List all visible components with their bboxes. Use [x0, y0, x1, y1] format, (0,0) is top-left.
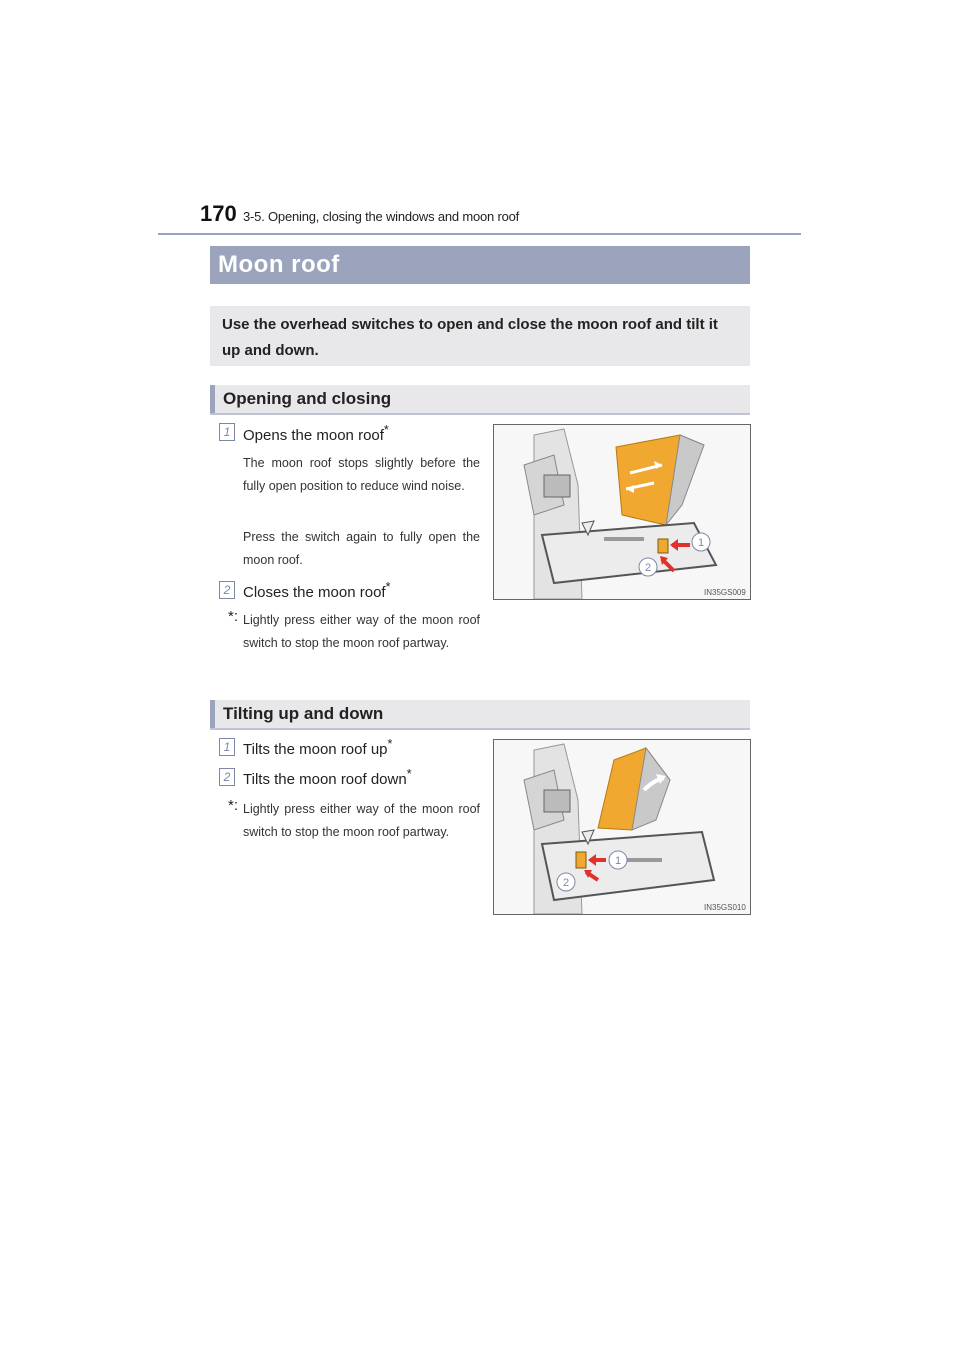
note-marker: *:	[228, 797, 239, 814]
step-tilts-down	[243, 767, 412, 788]
step-text: Tilts the moon roof down	[243, 771, 407, 788]
step-opens	[243, 423, 389, 444]
section-heading-accent	[210, 700, 215, 728]
figure-code: IN35GS010	[704, 903, 746, 912]
illustration-opening-closing	[494, 425, 750, 599]
page-title-bar	[210, 246, 750, 284]
step-number-badge: 1	[219, 423, 235, 441]
section-heading-tilting	[210, 700, 750, 730]
asterisk: *	[383, 423, 389, 437]
figure-callout: 1	[614, 855, 622, 867]
figure-tilting	[493, 739, 751, 915]
step-number-badge: 2	[219, 581, 235, 599]
section-heading-text: Tilting up and down	[223, 704, 384, 723]
section-heading-text: Opening and closing	[223, 389, 392, 408]
section-heading-opening-closing	[210, 385, 750, 415]
step-text: Closes the moon roof	[243, 584, 386, 601]
step-closes	[243, 580, 390, 601]
step-text: Opens the moon roof	[243, 427, 384, 444]
note-text: Lightly press either way of the moon roof switch to stop the moon roof partway.	[243, 802, 480, 839]
note-marker: *:	[228, 608, 239, 625]
illustration-tilting	[494, 740, 750, 914]
step-text: Tilts the moon roof up	[243, 741, 388, 758]
figure-callout: 1	[697, 537, 705, 549]
running-head: 3-5. Opening, closing the windows and moon roof	[243, 209, 520, 224]
page-title: Moon roof	[218, 251, 340, 278]
paragraph-press-again: Press the switch again to fully open the moon roof.	[243, 530, 480, 567]
section-heading-accent	[210, 385, 215, 413]
step-number-badge: 1	[219, 738, 235, 756]
paragraph-wind-noise: The moon roof stops slightly before the fully open position to reduce wind noise.	[243, 456, 480, 493]
figure-opening-closing	[493, 424, 751, 600]
header-rule	[158, 233, 801, 235]
note-text: Lightly press either way of the moon roof switch to stop the moon roof partway.	[243, 613, 480, 650]
asterisk: *	[387, 737, 393, 751]
figure-code: IN35GS009	[704, 588, 746, 597]
intro-box	[210, 306, 750, 366]
step-tilts-up	[243, 737, 392, 758]
asterisk: *	[406, 767, 412, 781]
asterisk: *	[385, 580, 391, 594]
figure-callout: 2	[644, 562, 652, 574]
step-number-badge: 2	[219, 768, 235, 786]
intro-text: Use the overhead switches to open and close the moon roof and tilt it up and down.	[222, 316, 718, 359]
page-number: 170	[200, 201, 237, 226]
figure-callout: 2	[562, 877, 570, 889]
